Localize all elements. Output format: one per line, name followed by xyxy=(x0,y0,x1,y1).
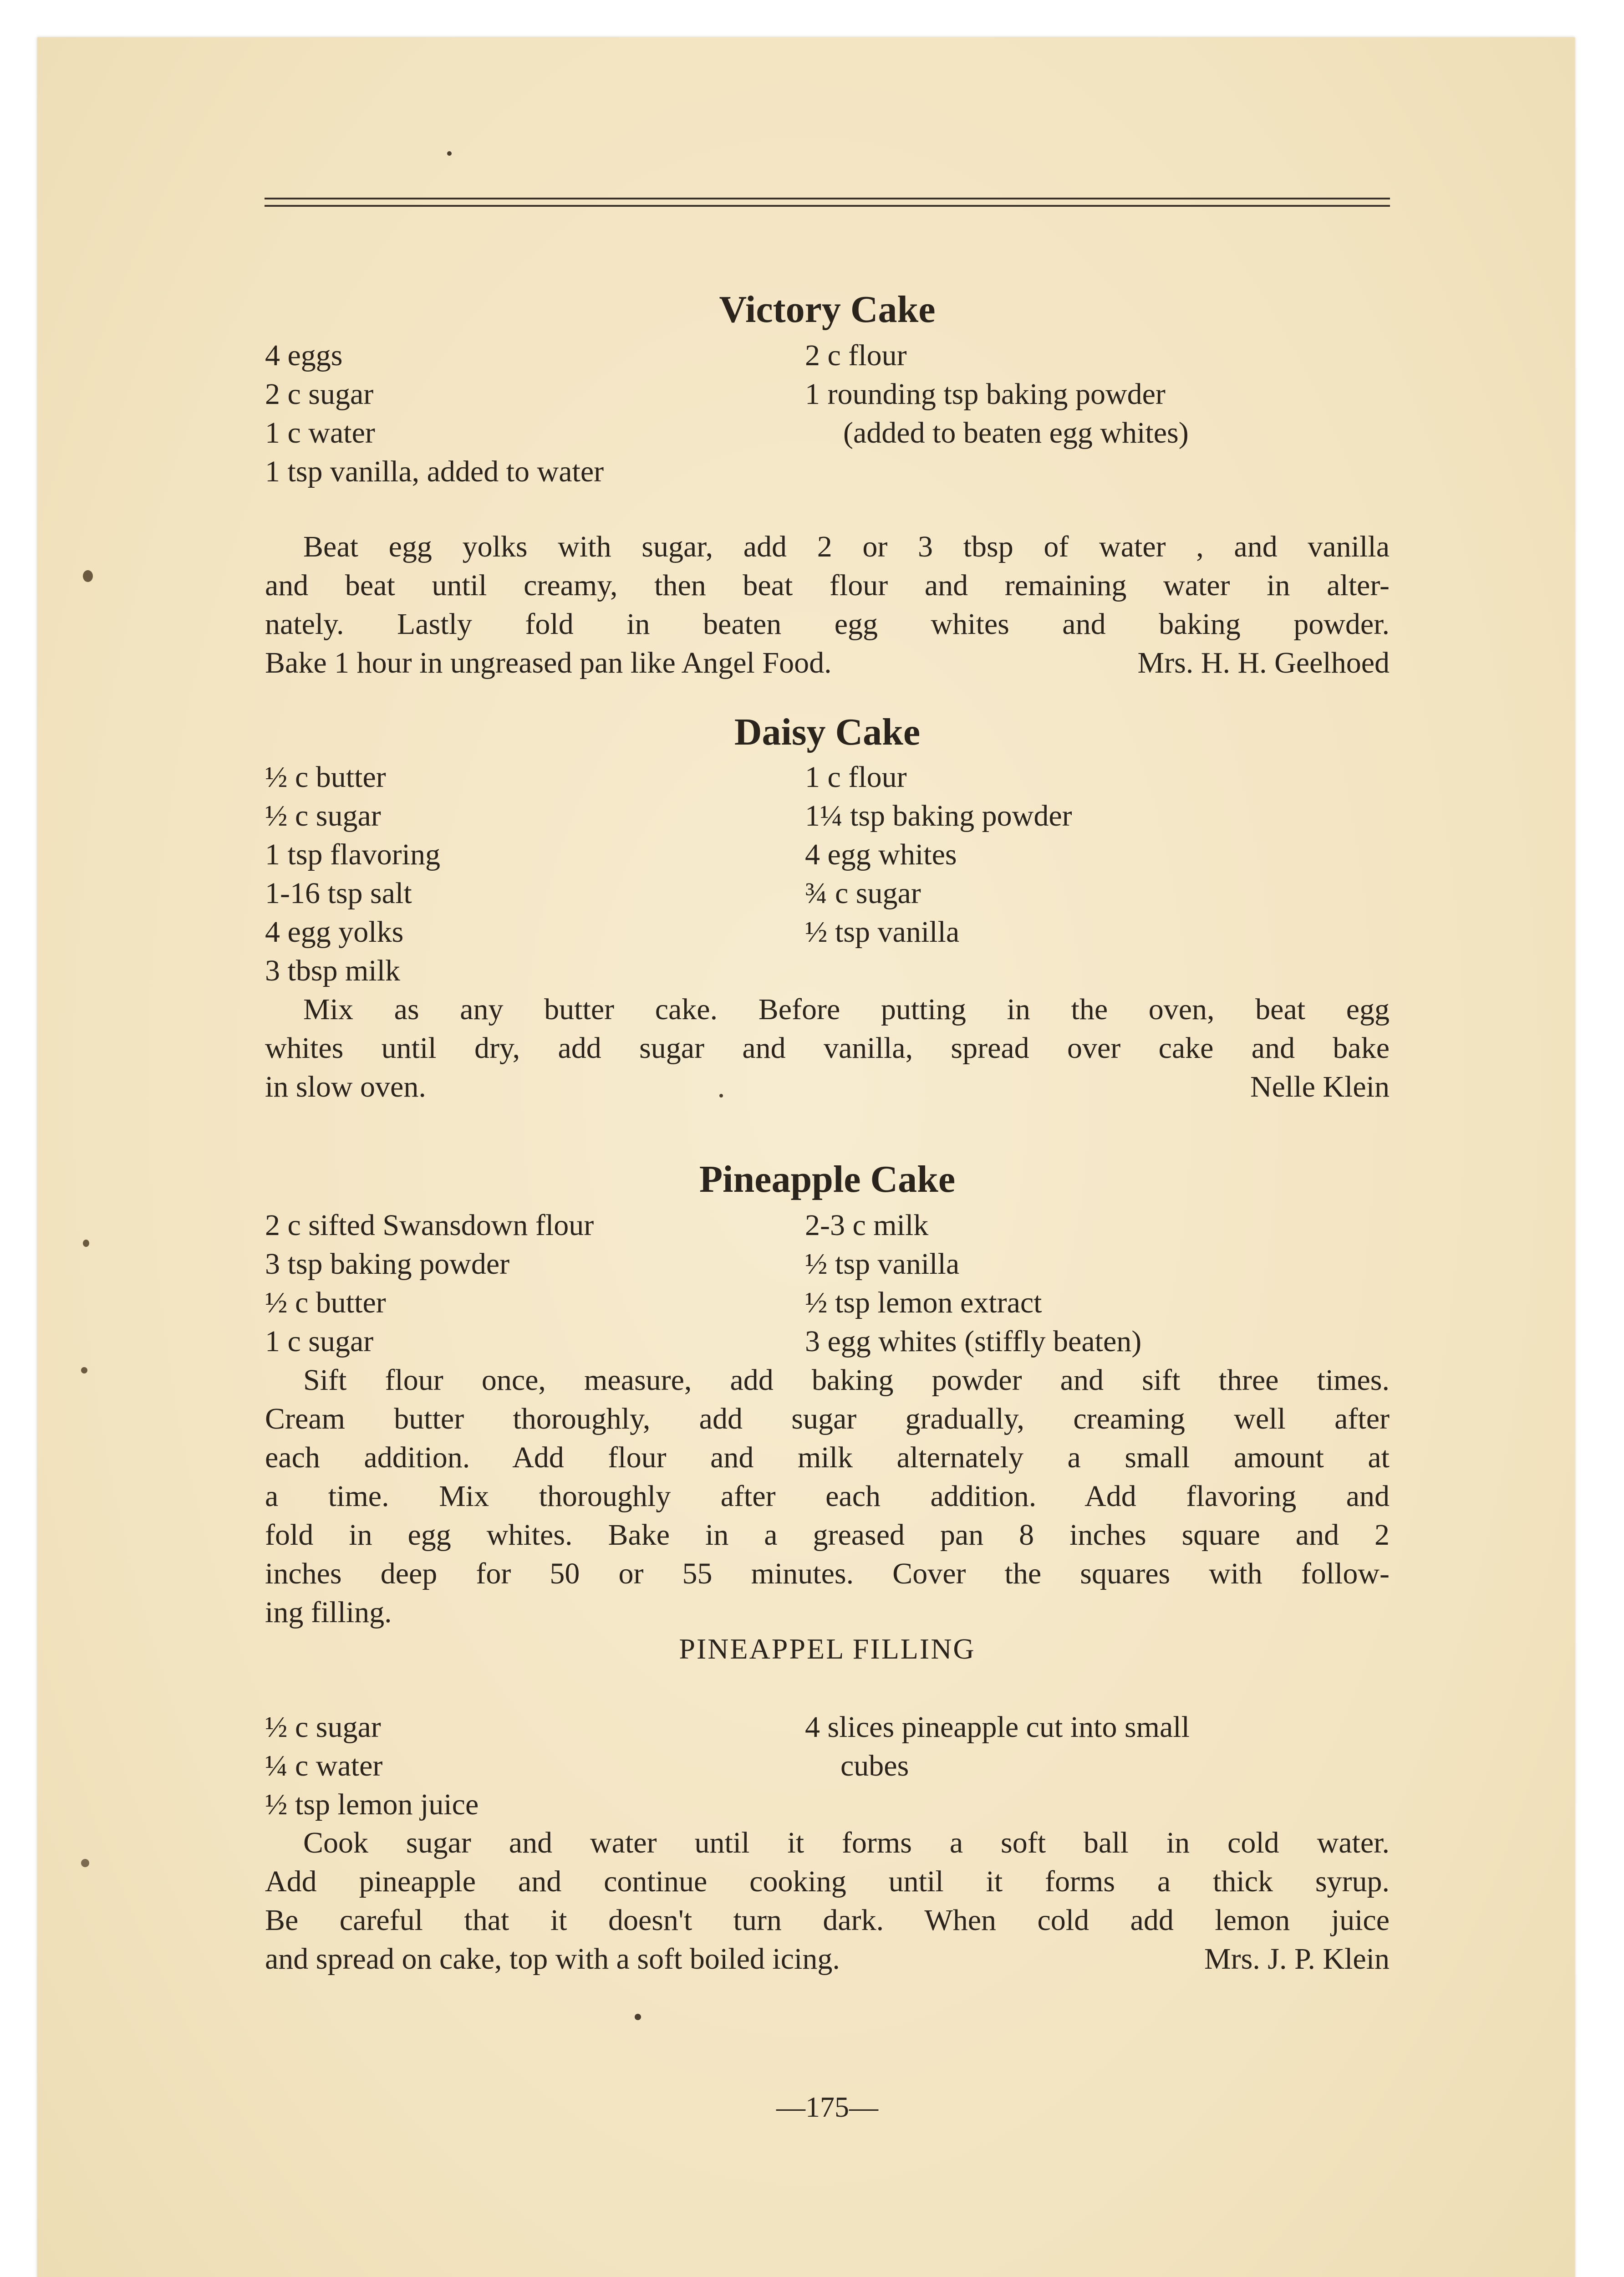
paper-speck xyxy=(635,2014,641,2020)
ingredient: ½ c butter xyxy=(265,1286,386,1319)
ingredient: 1 c water xyxy=(265,416,375,449)
ingredient: 4 egg whites xyxy=(805,838,957,871)
method-line: each addition. Add flour and milk alternately a small amount at xyxy=(265,1441,1390,1474)
ingredient: ½ tsp vanilla xyxy=(805,915,960,949)
ingredient: 4 egg yolks xyxy=(265,915,404,949)
ingredient: 1 c sugar xyxy=(265,1325,374,1358)
ingredient: cubes xyxy=(840,1749,909,1782)
ingredient: ½ tsp lemon juice xyxy=(265,1788,479,1821)
victory-cake-ingredients-left xyxy=(265,336,604,491)
paper-speck xyxy=(447,151,452,156)
method-line: whites until dry, add sugar and vanilla, spread over cake and bake xyxy=(265,1031,1390,1065)
method-line: Be careful that it doesn't turn dark. When cold add lemon juice xyxy=(265,1904,1390,1937)
ingredient: 1¼ tsp baking powder xyxy=(805,799,1072,832)
paper-speck xyxy=(83,1240,89,1247)
method-line: Sift flour once, measure, add baking powder and sift three times. xyxy=(303,1363,1390,1397)
method-line: ing filling. xyxy=(265,1596,392,1629)
victory-cake-method xyxy=(265,527,1390,682)
pineapple-filling-title: PINEAPPEL FILLING xyxy=(679,1633,976,1665)
contributor: Mrs. J. P. Klein xyxy=(1204,1942,1390,1976)
method-line: Mix as any butter cake. Before putting in the oven, beat egg xyxy=(303,993,1390,1026)
method-line: Bake 1 hour in ungreased pan like Angel Food. xyxy=(265,646,832,679)
method-line: and spread on cake, top with a soft boiled icing. xyxy=(265,1942,840,1976)
ingredient: 3 egg whites (stiffly beaten) xyxy=(805,1325,1142,1358)
method-line: and beat until creamy, then beat flour and remaining water in alter- xyxy=(265,569,1390,602)
method-line: fold in egg whites. Bake in a greased pan 8 inches square and 2 xyxy=(265,1518,1390,1552)
ingredient: 2 c sifted Swansdown flour xyxy=(265,1209,594,1242)
paper-speck xyxy=(81,1859,89,1867)
ingredient: 2 c flour xyxy=(805,339,907,372)
method-line: nately. Lastly fold in beaten egg whites and baking powder. xyxy=(265,608,1390,641)
ingredient: ¼ c water xyxy=(265,1749,383,1782)
method-line: Cream butter thoroughly, add sugar gradually, creaming well after xyxy=(265,1402,1390,1435)
daisy-cake-ingredients-right xyxy=(805,758,1072,951)
ingredient: ½ c sugar xyxy=(265,1710,381,1744)
filling-method xyxy=(265,1823,1390,1978)
ingredient: ½ c sugar xyxy=(265,799,381,832)
ingredient: ¾ c sugar xyxy=(805,877,921,910)
header-rule-bottom xyxy=(265,205,1390,207)
paper-speck xyxy=(83,570,93,582)
book-page xyxy=(37,37,1575,2277)
ingredient: 2-3 c milk xyxy=(805,1209,929,1242)
method-line: inches deep for 50 or 55 minutes. Cover the squares with follow- xyxy=(265,1557,1390,1590)
ingredient: 3 tbsp milk xyxy=(265,954,401,987)
ingredient: 4 eggs xyxy=(265,339,343,372)
paper-speck xyxy=(81,1367,87,1373)
pineapple-cake-ingredients-left xyxy=(265,1206,594,1361)
page-number: —175— xyxy=(776,2091,878,2123)
contributor: Mrs. H. H. Geelhoed xyxy=(1137,646,1390,679)
ingredient: (added to beaten egg whites) xyxy=(843,416,1189,449)
method-line: a time. Mix thoroughly after each addition. Add flavoring and xyxy=(265,1480,1390,1513)
ingredient: 1 tsp vanilla, added to water xyxy=(265,455,604,488)
method-last-line xyxy=(265,1067,1390,1106)
method-line: Cook sugar and water until it forms a soft ball in cold water. xyxy=(303,1826,1390,1859)
daisy-cake-method xyxy=(265,990,1390,1106)
daisy-cake-ingredients-left xyxy=(265,758,440,990)
contributor: Nelle Klein xyxy=(1250,1070,1390,1103)
ingredient: 1 tsp flavoring xyxy=(265,838,440,871)
pineapple-cake-method xyxy=(265,1361,1390,1632)
ingredient: 3 tsp baking powder xyxy=(265,1247,510,1281)
ingredient: 1 rounding tsp baking powder xyxy=(805,378,1166,411)
method-last-line xyxy=(265,1940,1390,1978)
pineapple-cake-ingredients-right xyxy=(805,1206,1141,1361)
pineapple-cake-title: Pineapple Cake xyxy=(699,1158,956,1200)
ingredient: 1 c flour xyxy=(805,761,907,794)
daisy-cake-title: Daisy Cake xyxy=(734,711,921,753)
method-last-line xyxy=(265,643,1390,682)
victory-cake-title: Victory Cake xyxy=(719,288,936,331)
paper-speck xyxy=(719,1094,723,1098)
ingredient: 1-16 tsp salt xyxy=(265,877,412,910)
ingredient: ½ tsp lemon extract xyxy=(805,1286,1042,1319)
method-line: Add pineapple and continue cooking until it forms a thick syrup. xyxy=(265,1865,1390,1898)
filling-ingredients-left xyxy=(265,1708,479,1824)
filling-ingredients-right xyxy=(805,1708,1190,1785)
victory-cake-ingredients-right xyxy=(805,336,1189,452)
ingredient: 2 c sugar xyxy=(265,378,374,411)
ingredient: ½ c butter xyxy=(265,761,386,794)
method-line: Beat egg yolks with sugar, add 2 or 3 tbsp of water , and vanilla xyxy=(303,530,1390,563)
ingredient: ½ tsp vanilla xyxy=(805,1247,960,1281)
header-rule-top xyxy=(265,198,1390,199)
method-line: in slow oven. xyxy=(265,1070,426,1103)
method-last-line xyxy=(265,1593,1390,1632)
ingredient: 4 slices pineapple cut into small xyxy=(805,1710,1190,1744)
